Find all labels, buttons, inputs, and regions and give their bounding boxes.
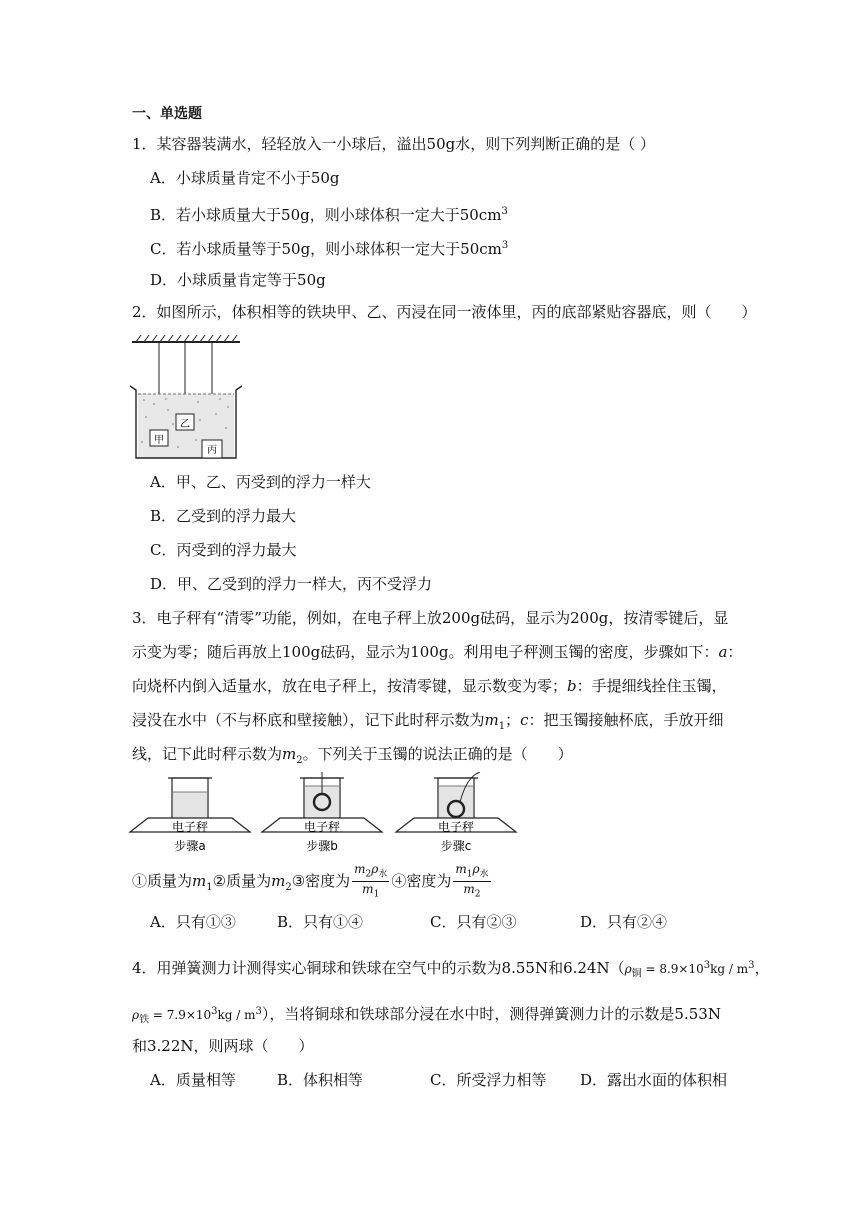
density-fraction-3: $\frac{m_2\rho_水}{m_1}$ (354, 862, 388, 900)
question-2-stem: 2．如图所示，体积相等的铁块甲、乙、丙浸在同一液体里，丙的底部紧贴容器底，则（ ） (132, 303, 757, 321)
block-jia-label: 甲 (154, 435, 164, 446)
q1-option-d[interactable]: D．小球质量肯定等于50g (150, 271, 326, 289)
q3-line-2: 示变为零；随后再放上100g砝码，显示为100g。利用电子秤测玉镯的密度，步骤如下：a： (132, 643, 743, 661)
block-yi-label: 乙 (180, 419, 190, 430)
step-c-figure (396, 772, 516, 853)
q2-figure-container (128, 332, 243, 462)
q3-statements: ①质量为$m_1②$质量为$m_2③$密度为 $\frac{m_2\rho_水}{m_1}$ ④密度为 $\frac{m_1\rho_水}{m_2}$ (132, 862, 489, 900)
section-title: 一、单选题 (132, 106, 202, 122)
q3-option-d[interactable]: D．只有②④ (580, 913, 668, 931)
q1-option-a[interactable]: A．小球质量肯定不小于50g (150, 169, 340, 187)
step-c-label: 步骤c (440, 839, 472, 853)
q3-line-3: 向烧杯内倒入适量水，放在电子秤上，按清零键，显示数变为零；b：手提细线拴住玉镯， (132, 677, 727, 695)
q4-option-b[interactable]: B．体积相等 (277, 1071, 364, 1089)
step-a-label: 步骤a (174, 839, 206, 853)
q3-option-c[interactable]: C．只有②③ (430, 913, 517, 931)
block-bing-label: 丙 (207, 445, 217, 456)
q3-step-figures (126, 772, 526, 858)
q1-option-c[interactable]: C．若小球质量等于50g，则小球体积一定大于$50cm^3$ (150, 240, 509, 258)
q3-option-b[interactable]: B．只有①④ (277, 913, 364, 931)
step-a-scale-label: 电子秤 (171, 820, 209, 834)
q3-line-1: 3．电子秤有“清零”功能，例如，在电子秤上放200g砝码，显示为200g，按清零键后，显 (132, 609, 729, 627)
q3-option-a[interactable]: A．只有①③ (150, 913, 236, 931)
step-c-scale-label: 电子秤 (437, 820, 475, 834)
q4-option-a[interactable]: A．质量相等 (150, 1071, 236, 1089)
q2-option-d[interactable]: D．甲、乙受到的浮力一样大，丙不受浮力 (150, 575, 433, 593)
q2-option-a[interactable]: A．甲、乙、丙受到的浮力一样大 (150, 473, 371, 491)
q4-line-3: 和3.22N，则两球（ ） (132, 1037, 314, 1055)
step-b-figure (262, 772, 382, 853)
question-1-stem: 1．某容器装满水，轻轻放入一小球后，溢出50g水，则下列判断正确的是（ ） (132, 135, 656, 153)
q3-line-4: 浸没在水中（不与杯底和壁接触），记下此时秤示数为$m_1$；c：把玉镯接触杯底，手放开细 (132, 711, 724, 732)
q4-option-d[interactable]: D．露出水面的体积相 (580, 1071, 728, 1089)
step-b-label: 步骤b (306, 839, 338, 853)
q3-line-5: 线，记下此时秤示数为$m_2$。下列关于玉镯的说法正确的是（ ） (132, 745, 573, 766)
q4-line-2: $\rho_铁 = 7.9\times 10^3kg / m^3$），当将铜球和铁球部分浸在水中时，测得弹簧测力计的示数是5.53N (132, 1005, 721, 1026)
q4-line-1: 4．用弹簧测力计测得实心铜球和铁球在空气中的示数为8.55N和$6.24N(\rho_铜 = 8.9\times 10^3kg / m^3$， (132, 959, 770, 980)
q4-option-c[interactable]: C．所受浮力相等 (430, 1071, 547, 1089)
step-b-scale-label: 电子秤 (303, 820, 341, 834)
q1-option-b[interactable]: B．若小球质量大于50g，则小球体积一定大于$50cm^3$ (150, 206, 508, 224)
step-a-figure (130, 778, 250, 853)
q2-option-c[interactable]: C．丙受到的浮力最大 (150, 541, 297, 559)
density-fraction-4: $\frac{m_1\rho_水}{m_2}$ (455, 862, 489, 900)
q2-option-b[interactable]: B．乙受到的浮力最大 (150, 507, 297, 525)
